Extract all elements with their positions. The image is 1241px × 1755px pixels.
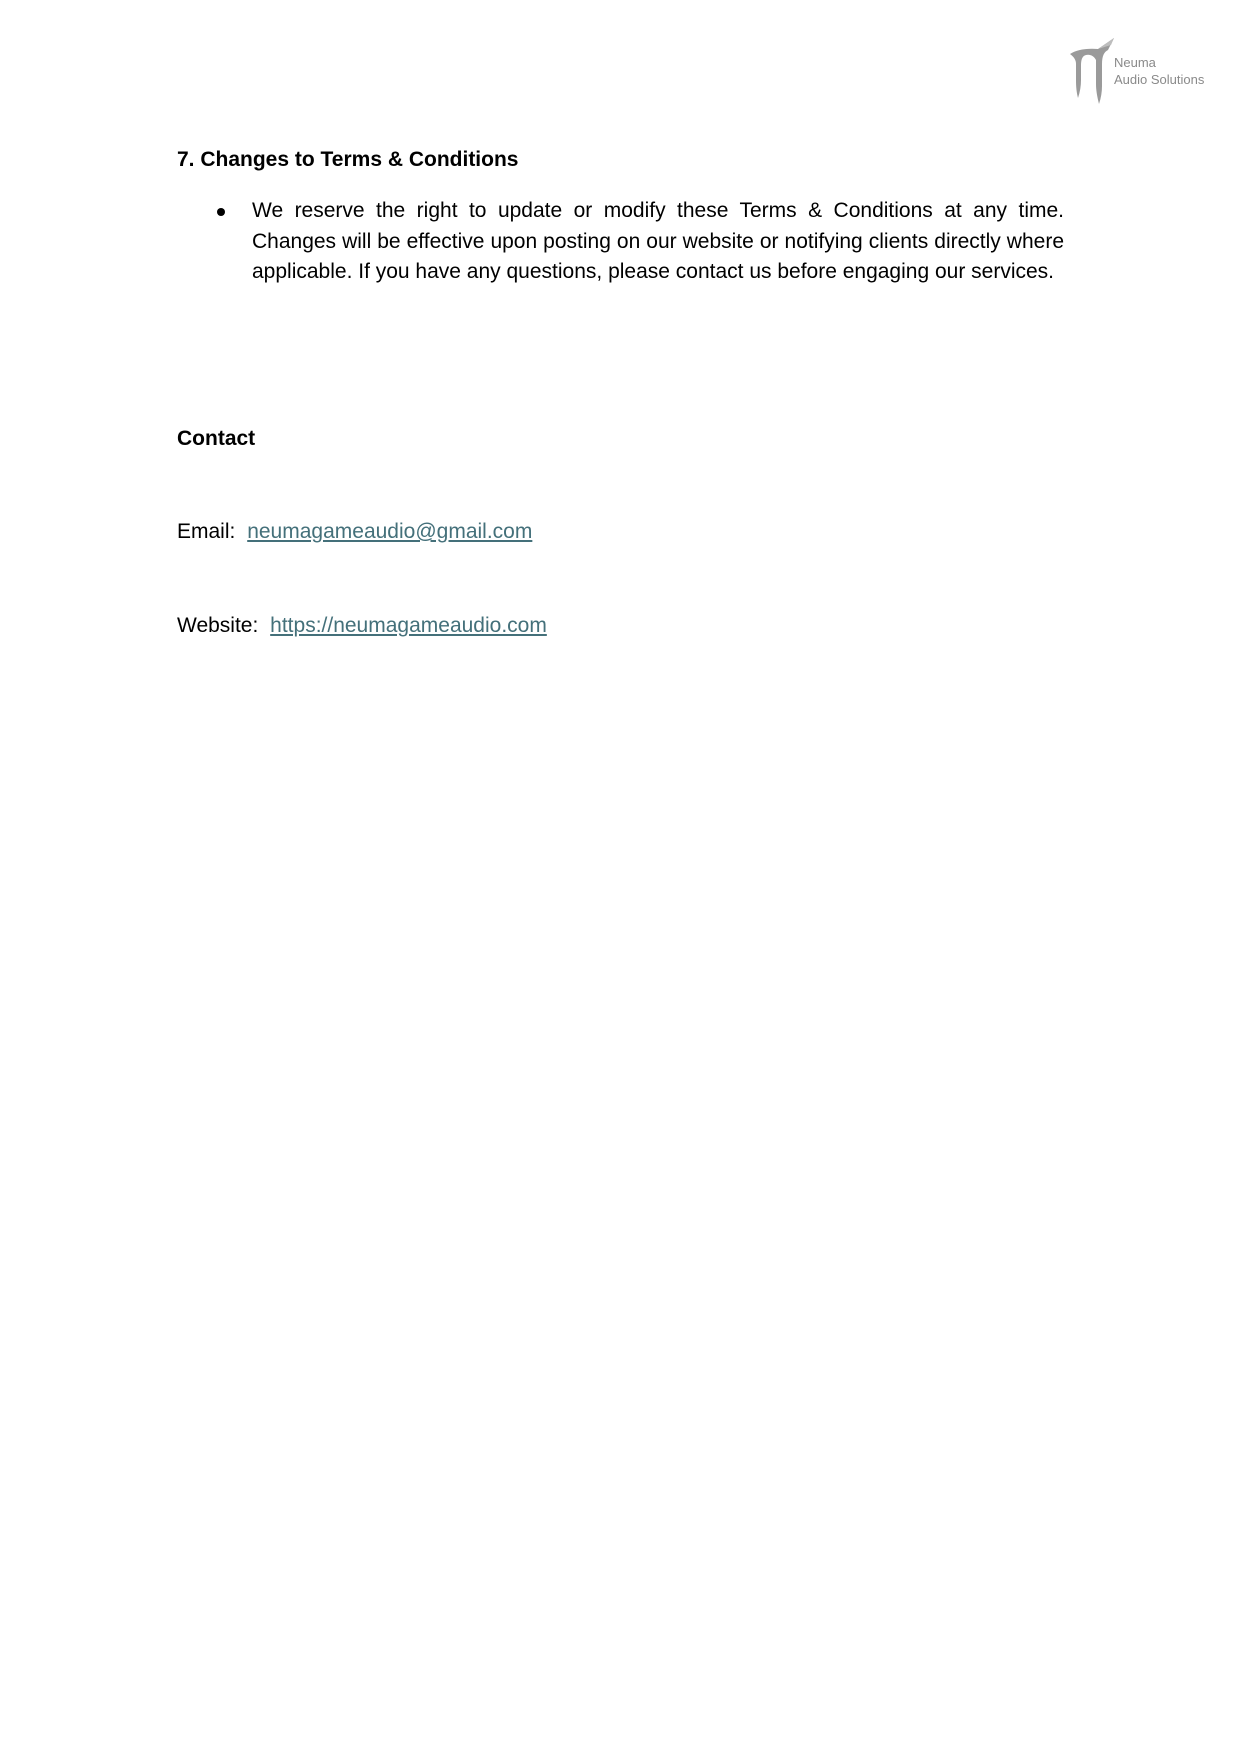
section-bullet-list: [177, 196, 1064, 288]
email-link[interactable]: neumagameaudio@gmail.com: [247, 520, 533, 543]
website-link[interactable]: https://neumagameaudio.com: [270, 614, 547, 637]
section-heading-changes: 7. Changes to Terms & Conditions: [177, 148, 519, 171]
logo-line-2: Audio Solutions: [1114, 72, 1205, 87]
list-item: [177, 196, 1064, 288]
company-logo: [1068, 36, 1218, 106]
email-row: [177, 520, 532, 544]
website-row: [177, 614, 547, 638]
email-label: Email:: [177, 520, 236, 543]
bullet-icon: [217, 208, 225, 216]
website-label: Website:: [177, 614, 259, 637]
logo-line-1: Neuma: [1114, 55, 1156, 70]
bullet-text: We reserve the right to update or modify these Terms & Conditions at any time. Changes will be effective upon posting on our website or notifying clients directly where applicable. If you have any questions, please contact us before engaging our services.: [252, 199, 1064, 283]
section-heading-contact: Contact: [177, 427, 256, 450]
logo-wordmark: [1114, 54, 1204, 88]
